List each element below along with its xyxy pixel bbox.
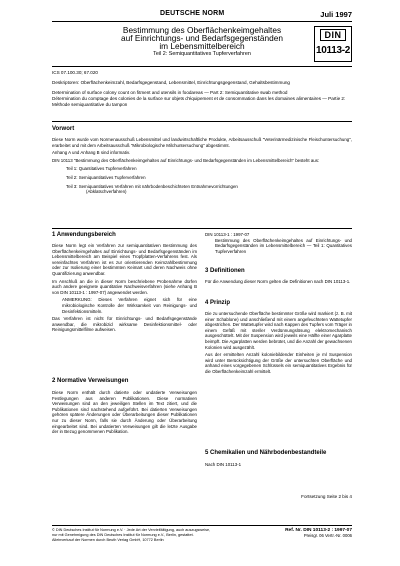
title-line-3: im Lebensmittelbereich xyxy=(159,41,245,52)
din-number: 10113-2 xyxy=(315,45,351,56)
parts-list xyxy=(52,166,352,194)
part-item: Teil 1: Quantitatives Tupferverfahren xyxy=(66,166,137,172)
din-logo: DIN xyxy=(320,29,346,41)
section-1-heading: 1 Anwendungsbereich xyxy=(52,232,116,238)
document-subtitle: Teil 2: Semiquantitatives Tupferverfahren xyxy=(153,50,251,57)
section-1-note: ANMERKUNG: Dieses Verfahren eignet sich für eine mikrobiologische Kontrolle der Wirksamkeit von Reinigungs- und Desinfektionsmitteln. xyxy=(62,297,197,314)
part-item: Teil 2: Semiquantitatives Tupferverfahren xyxy=(66,174,146,180)
vorwort-rule xyxy=(52,228,352,229)
vorwort-paragraph-3: DIN 10113 "Bestimmung des Oberflächenkeimgehaltes auf Einrichtungs- und Bedarfsgegenständen im Lebensmittelbereich" besteht aus: xyxy=(52,157,320,163)
reference-title: Bestimmung des Oberflächenkeimgehaltes auf Einrichtungs- und Bedarfsgegenständen im Lebensmittelbereich — Teil 1: Quantitatives Tupferverfahren xyxy=(215,237,352,254)
vorwort-heading: Vorwort xyxy=(52,126,75,132)
english-title: Determination of surface colony count on fitment and utensils in foodareas — Part 2: Semiquantitative swab method xyxy=(52,90,288,95)
reference-code: DIN 10113-1 : 1997-07 xyxy=(205,232,250,237)
publication-date: Juli 1997 xyxy=(320,10,352,19)
section-1-body xyxy=(52,243,197,335)
meta-block xyxy=(52,70,352,108)
ics-code: ICS 07.100.30; 67.020 xyxy=(52,70,98,75)
section-4-paragraph-1: Die zu untersuchende Oberfläche bestimmter Größe wird markiert (z. B. mit einer Schablone) und anschließend mit einem angefeuchteten Wattetupfer abgestrichen. Der Wattetupfer wird nach Kappen des Tupfers vom Träger in einem Gefäß mit steriler Verdünnungslösung elektromechanisch ausgeschüttelt. Mit der Suspension wird jeweils eine Hälfte einer Agarplatte beimpft. Die Agarplatten werden bebrütet, und die Anzahl der gewachsenen Kolonien wird ausgezählt. xyxy=(205,311,352,350)
normative-reference xyxy=(205,232,352,256)
section-3-heading: 3 Definitionen xyxy=(205,268,245,274)
vorwort-paragraph-1: Diese Norm wurde vom Normenausschuß Lebensmittel und landwirtschaftliche Produkte, Arbeitsausschuß "Veterinärmedizinische Fleischuntersuchung", erarbeitet und mit dem Arbeitsausschuß "Mikrobiologische Milchuntersuchung" abgestimmt. xyxy=(52,137,352,148)
document-title xyxy=(92,26,312,58)
title-line-1: Bestimmung des Oberflächenkeimgehaltes xyxy=(122,25,282,35)
french-title: Détermination du comptage des colonies de la surface sur objets d'équipement et de consommation dans les domaines alimentaires — Partie 2: Méthode semiquantitative du tampon xyxy=(52,96,346,107)
section-4-body xyxy=(205,311,352,377)
meta-rule xyxy=(52,121,352,122)
section-5-paragraph-1: Nach DIN 10113-1 xyxy=(205,462,242,467)
copyright-line-3: Alleinverkauf der Normen durch Beuth Verlag GmbH, 10772 Berlin xyxy=(52,537,164,542)
standard-type: DEUTSCHE NORM xyxy=(160,10,225,17)
copyright-line-1: © DIN Deutsches Institut für Normung e.V. · Jede Art der Vervielfältigung, auch auszugsweise, xyxy=(52,528,211,532)
section-4-heading: 4 Prinzip xyxy=(205,300,231,306)
section-3-paragraph-1: Für die Anwendung dieser Norm gelten die Definitionen nach DIN 10113-1. xyxy=(205,279,351,284)
part-item-continuation: (Abklatschverfahren) xyxy=(86,189,127,195)
title-block xyxy=(52,26,352,66)
footer-reference xyxy=(285,528,352,538)
vorwort-paragraph-2: Anhang A und Anhang B sind informativ. xyxy=(52,150,131,156)
price-group: Preisgr. 06 Vertr.-Nr. 0006 xyxy=(303,533,352,538)
section-5-heading: 5 Chemikalien und Nährbodenbestandteile xyxy=(205,450,327,456)
section-3-body xyxy=(205,279,352,287)
continuation-note: Fortsetzung Seite 2 bis 4 xyxy=(301,494,352,499)
section-5-body xyxy=(205,462,352,470)
descriptors: Deskriptoren: Oberflächenkeimzahl, Bedarfsgegenstand, Lebensmittel, Einrichtungsgegenstand, Gehaltsbestimmung xyxy=(52,80,290,85)
copyright-line-2: nur mit Genehmigung des DIN Deutsches Institut für Normung e.V., Berlin, gestattet. xyxy=(52,532,194,537)
part-item: Teil 3: Semiquantitatives Verfahren mit nährbodenbeschichteten Entnahmevorrichtungen xyxy=(66,183,238,189)
section-4-paragraph-2: Aus der ermittelten Anzahl koloniebildender Einheiten je ml Suspension wird unter Berücksichtigung der Größe der untersuchten Oberfläche und anhand eines vorgegebenen Schlüssels ein semiquantitatives Ergebnis für die Oberflächenkeimzahl ermittelt. xyxy=(205,352,352,374)
reference-number: Ref. Nr. DIN 10113-2 : 1997-07 xyxy=(285,528,352,533)
vorwort-body xyxy=(52,137,352,195)
title-line-2: auf Einrichtungs- und Bedarfsgegenständen xyxy=(121,33,283,44)
section-1-paragraph-1: Diese Norm legt ein Verfahren zur semiquantitativen Bestimmung des Oberflächenkeimgehaltes auf Einrichtungs- und Bedarfsgegenständen im Lebensmittelbereich am Beispiel eines Tropfplatten-Verfahrens fest. Als vereinfachtes Verfahren ist es zur orientierenden Keimzahlbestimmung oder zur Isolierung einer bestimmten Keimart und deren Nachweis ohne Quantifizierung anwendbar. xyxy=(52,243,197,276)
footer-rule xyxy=(52,525,352,526)
section-2-body xyxy=(52,390,197,437)
document-header xyxy=(52,10,352,20)
copyright-notice xyxy=(52,528,252,542)
title-rule xyxy=(52,66,352,67)
section-1-paragraph-3: Das Verfahren ist nicht für Einrichtungs- und Bedarfsgegenstände anwendbar, die mikrobizid wirksame Desinfektionsmittel- oder Reinigungsmittelfilme aufweisen. xyxy=(52,316,197,333)
section-2-heading: 2 Normative Verweisungen xyxy=(52,378,129,384)
section-2-paragraph-1: Diese Norm enthält durch datierte oder undatierte Verweisungen Festlegungen aus anderen Publikationen. Diese normativen Verweisungen sind an den jeweiligen Stellen im Text zitiert, und die Publikationen sind nachstehend aufgeführt. Bei datierten Verweisungen gehören spätere Änderungen oder Überarbeitungen dieser Publikationen nur zu dieser Norm, falls sie durch Änderung oder Überarbeitung eingearbeitet sind. Bei undatierten Verweisungen gilt die letzte Ausgabe der in Bezug genommenen Publikation. xyxy=(52,390,197,435)
section-1-paragraph-2: Im Anschluß an die in dieser Norm beschriebene Probenahme dürfen auch andere geeignete quantitative Nachweisverfahren (siehe Anhang B von DIN 10113-1 : 1997-07) angewendet werden. xyxy=(52,278,197,295)
din-number-box xyxy=(314,26,352,62)
header-rule xyxy=(52,21,352,22)
